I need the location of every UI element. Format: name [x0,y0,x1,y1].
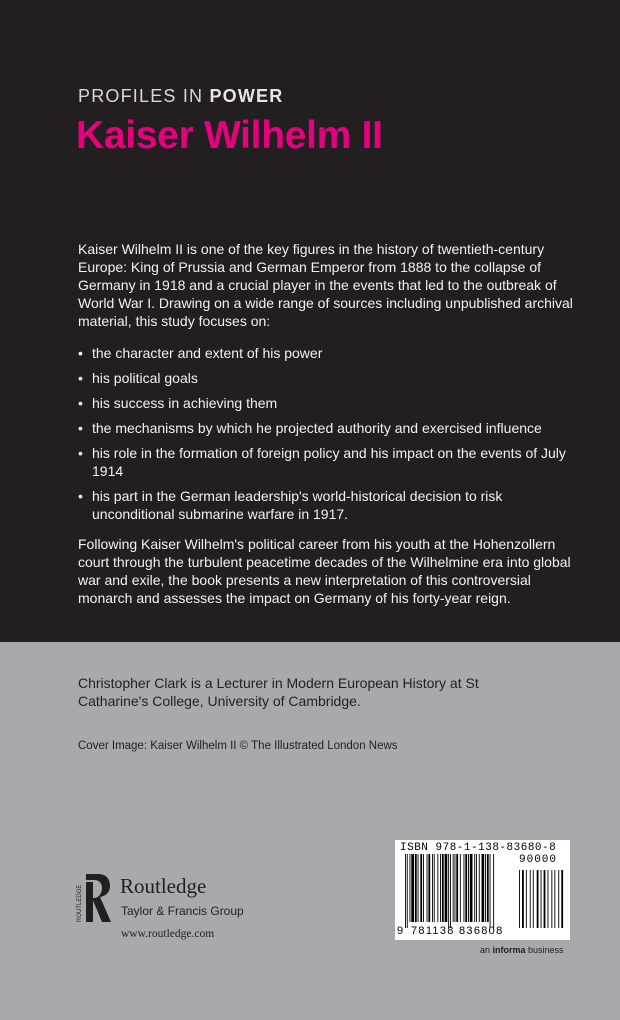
barcode-bar [453,854,454,922]
barcode-addon-bar [561,870,563,928]
barcode-bar [450,854,451,928]
barcode-bar [445,854,448,922]
barcode-bar [405,854,406,928]
barcode-bar [442,854,444,922]
barcode-bar [464,854,465,922]
barcode-bar [410,854,411,922]
routledge-logo-icon [76,872,112,924]
barcode-bar [420,854,422,922]
barcode-bar [428,854,430,922]
barcode-bar [460,854,461,922]
bullet-item: • the character and extent of his power [78,345,323,361]
barcode-addon-bar [522,870,524,928]
barcode-addon-bar [530,870,531,928]
publisher-name: Routledge [120,874,207,898]
barcode-bar [470,854,473,922]
publisher-group: Taylor & Francis Group [121,904,244,918]
barcode-bar [482,854,485,922]
barcode-bar [487,854,489,922]
barcode-bar [493,854,494,928]
cover-bottom-panel [0,642,620,1020]
bullet-item: • the mechanisms by which he projected authority and exercised influence [78,420,542,436]
svg-text:ROUTLEDGE: ROUTLEDGE [77,884,83,922]
blurb [78,240,578,607]
barcode-addon-bar [548,870,549,928]
barcode-bar [474,854,475,922]
barcode-addon-bar [554,870,555,928]
barcode-bar [407,854,408,928]
blurb-intro: Kaiser Wilhelm II is one of the key figures in the history of twentieth-century Europe: King of Prussia and German Emperor from 1888 to the collapse of Germany in 1918 and a crucial player in the events that led to the outbreak of World War I. Drawing on a wide range of sources including unpublished archival material, this study focuses on: [78,241,573,329]
bullet-icon: • [78,345,83,361]
barcode-bar [434,854,435,922]
barcode-addon-bar [533,870,534,928]
barcode-bar [490,854,491,928]
bullet-icon: • [78,420,83,436]
blurb-closing: Following Kaiser Wilhelm's political career from his youth at the Hohenzollern court through the turbulent peacetime decades of the Wilhelmine era into global war and exile, the book presents a new interpretation of this controversial monarch and assesses the impact on Germany of his forty-year reign. [78,536,571,606]
barcode-bar [468,854,469,922]
barcode-bar [456,854,458,922]
bullet-item: • his role in the formation of foreign policy and his impact on the events of July 1914 [78,445,566,479]
informa-tagline: an informa business [480,945,564,955]
bullet-icon: • [78,445,83,461]
series-name: PROFILES IN POWER [78,86,284,106]
isbn-barcode: ISBN 978-1-138-83680-8 90000 9 781138 836808 [395,840,570,940]
barcode-bar [465,854,467,922]
bullet-icon: • [78,370,83,386]
barcode-bar [448,854,449,928]
bullet-icon: • [78,395,83,411]
barcode-bar [418,854,419,922]
barcode-addon-bar [541,870,542,928]
bullet-item: • his success in achieving them [78,395,278,411]
barcode-addon: 90000 [519,854,558,866]
barcode-bar [476,854,477,922]
isbn-label: ISBN 978-1-138-83680-8 [400,842,557,854]
barcode-addon-bar [551,870,552,928]
bullet-item: • his part in the German leadership's world-historical decision to risk unconditional submarine warfare in 1917. [78,488,503,522]
barcode-addon-bar [526,870,527,928]
barcode-bar [432,854,433,922]
barcode-addon-bar [519,870,520,928]
bullet-icon: • [78,488,83,504]
publisher-website: www.routledge.com [121,928,215,940]
barcode-bar [427,854,428,922]
barcode-addon-bar [537,870,539,928]
barcode-bar [437,854,438,922]
barcode-bar [455,854,456,922]
barcode-addon-bar [544,870,546,928]
barcode-bar [479,854,480,922]
barcode-bar [411,854,414,922]
barcode-bar [485,854,486,922]
author-bio: Christopher Clark is a Lecturer in Modern European History at St Catharine's College, University of Cambridge. [78,675,479,709]
barcode-bar [423,854,424,922]
barcode-bar [440,854,441,922]
barcode-bar [415,854,417,922]
barcode-addon-bar [558,870,559,928]
cover-image-credit: Cover Image: Kaiser Wilhelm II © The Illustrated London News [78,740,398,752]
bullet-item: • his political goals [78,370,198,386]
book-title: Kaiser Wilhelm II [76,114,383,157]
bullet-list [78,344,578,523]
